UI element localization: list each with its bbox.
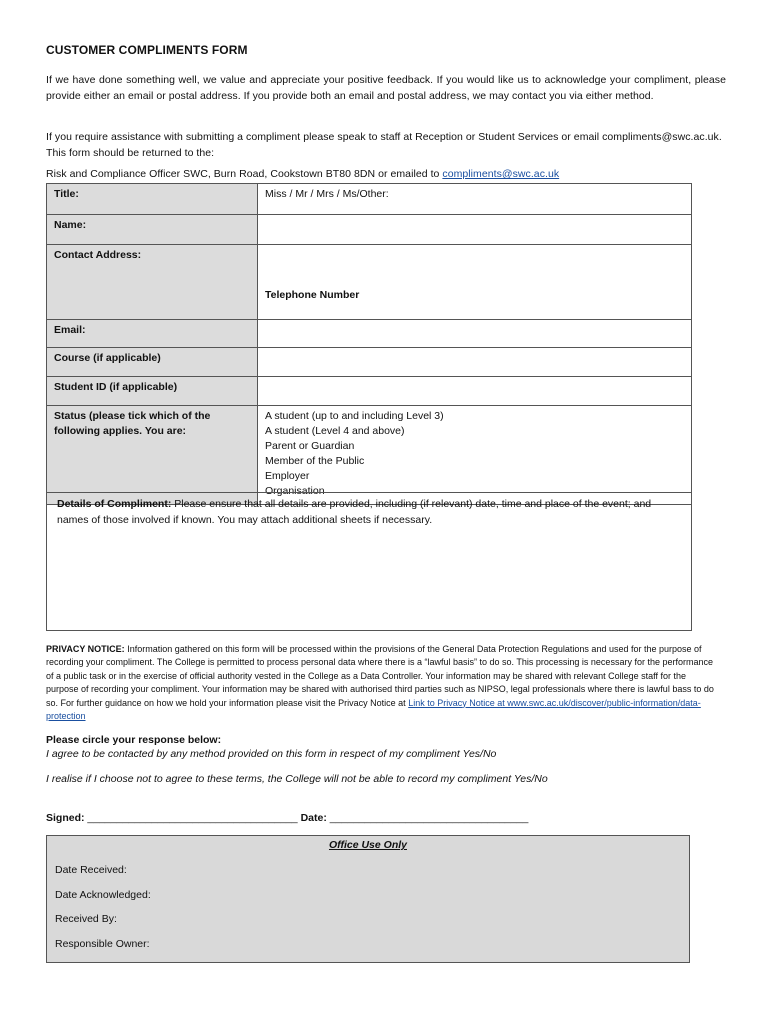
status-option[interactable]: A student (up to and including Level 3) — [265, 410, 444, 422]
status-option[interactable]: Member of the Public — [265, 455, 365, 467]
privacy-label: PRIVACY NOTICE: — [46, 644, 125, 654]
consent-agree[interactable]: I agree to be contacted by any method provided on this form in respect of my compliment Yes/No — [46, 748, 497, 760]
signed-field[interactable]: ____________________________________ — [84, 812, 301, 824]
date-label: Date: — [300, 812, 327, 824]
return-address-line — [46, 167, 726, 183]
privacy-notice-link[interactable]: Link to Privacy Notice at www.swc.ac.uk/discover/public-information/data-protection — [46, 697, 701, 722]
office-use-box — [46, 835, 690, 963]
address-field[interactable] — [258, 245, 692, 320]
date-received-label: Date Received: — [55, 864, 127, 876]
email-label: Email: — [47, 320, 258, 348]
name-field[interactable] — [258, 215, 692, 245]
name-label: Name: — [47, 215, 258, 245]
email-field[interactable] — [258, 320, 692, 348]
course-field[interactable] — [258, 348, 692, 377]
signed-label: Signed: — [46, 812, 85, 824]
responsible-owner-label: Responsible Owner: — [55, 938, 150, 950]
received-by-label: Received By: — [55, 913, 117, 925]
address-label: Contact Address: — [47, 245, 258, 320]
date-acknowledged-label: Date Acknowledged: — [55, 889, 151, 901]
compliments-email-link[interactable]: compliments@swc.ac.uk — [442, 168, 560, 180]
title-field[interactable]: Miss / Mr / Mrs / Ms/Other: — [258, 184, 692, 215]
details-table — [46, 183, 692, 505]
form-title: CUSTOMER COMPLIMENTS FORM — [46, 43, 248, 57]
status-option[interactable]: A student (Level 4 and above) — [265, 425, 405, 437]
details-instructions: Please ensure that all details are provided, including (if relevant) date, time and place of the event; and names of those involved if known. You may attach additional sheets if necessary. — [57, 498, 652, 526]
status-option[interactable]: Organisation — [265, 485, 325, 497]
student-id-label: Student ID (if applicable) — [47, 377, 258, 406]
status-options — [258, 406, 692, 505]
consent-realise[interactable]: I realise if I choose not to agree to these terms, the College will not be able to record my compliment Yes/No — [46, 773, 548, 785]
telephone-label: Telephone Number — [265, 289, 360, 301]
signature-line — [46, 812, 528, 824]
title-label: Title: — [47, 184, 258, 215]
return-address-text: Risk and Compliance Officer SWC, Burn Road, Cookstown BT80 8DN or emailed to — [46, 168, 443, 180]
course-label: Course (if applicable) — [47, 348, 258, 377]
privacy-notice — [46, 643, 716, 723]
date-field[interactable]: __________________________________ — [326, 812, 529, 824]
intro-paragraph: If we have done something well, we value and appreciate your positive feedback. If you would like us to acknowledge your compliment, please provide either an email or postal address. If you provide both an email and postal address, we may contact you via either method. — [46, 74, 726, 102]
assistance-paragraph: If you require assistance with submitting a compliment please speak to staff at Reception or Student Services or email compliments@swc.ac.uk. This form should be returned to the: — [46, 131, 722, 159]
privacy-text: Information gathered on this form will be processed within the provisions of the General Data Protection Regulations and used for the purpose of recording your compliment. The College is permitted to process personal data where there is a “lawful basis” to do so. This processing is necessary for the performance of a public task or in the exercise of official authority vested in the College as a Data Controller. Your information may be shared with relevant College staff for the purpose of recording your compliment. Your information may be shared with authorised third parties such as NIPSO, legal professionals where there is lawful bass to do so. For further guidance on how we hold your information please visit the Privacy Notice at — [46, 644, 714, 708]
compliment-details-box[interactable] — [46, 492, 692, 631]
details-label: Details of Compliment: — [57, 498, 172, 510]
consent-heading: Please circle your response below: — [46, 734, 222, 746]
student-id-field[interactable] — [258, 377, 692, 406]
compliment-details-text — [47, 493, 691, 532]
status-option[interactable]: Parent or Guardian — [265, 440, 355, 452]
status-option[interactable]: Employer — [265, 470, 310, 482]
office-use-heading: Office Use Only — [328, 839, 407, 851]
status-label: Status (please tick which of the following applies. You are: — [47, 406, 258, 505]
